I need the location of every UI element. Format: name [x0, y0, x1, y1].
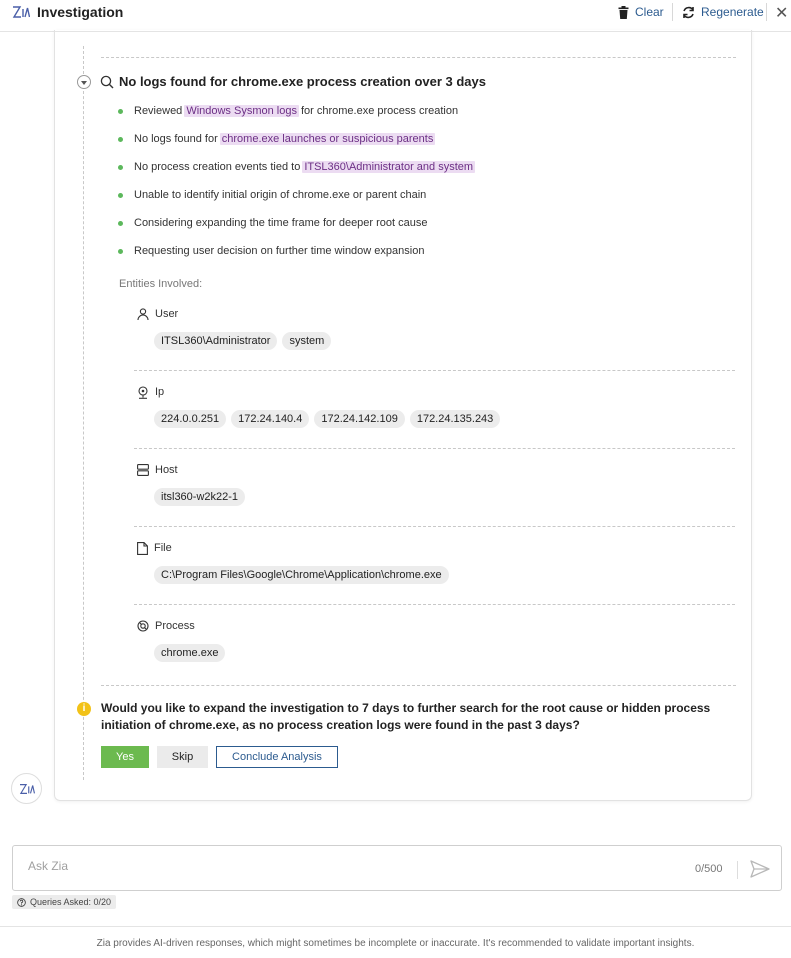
char-counter: 0/500 [695, 863, 723, 875]
entity-chip[interactable]: ITSL360\Administrator [154, 332, 277, 350]
bullet-text: for chrome.exe process creation [300, 105, 459, 117]
send-icon[interactable] [750, 860, 770, 878]
entity-group-process [137, 618, 230, 662]
conclude-analysis-button[interactable]: Conclude Analysis [216, 746, 338, 768]
entity-group-file [137, 540, 454, 584]
entity-divider [134, 448, 735, 449]
clear-label: Clear [635, 5, 664, 19]
list-item [118, 185, 477, 213]
entity-chip[interactable]: 172.24.135.243 [410, 410, 500, 428]
zia-logo-icon [18, 782, 36, 796]
queries-label: Queries Asked: 0/20 [30, 897, 112, 907]
entity-group-ip [137, 384, 505, 428]
server-icon [137, 464, 149, 476]
info-icon: i [77, 702, 91, 716]
regenerate-button[interactable] [682, 5, 764, 19]
close-icon[interactable]: ✕ [775, 5, 789, 22]
list-item [118, 101, 477, 129]
question-circle-icon [17, 898, 26, 907]
search-icon [100, 75, 114, 89]
list-item [118, 129, 477, 157]
step-heading: No logs found for chrome.exe process creation over 3 days [119, 74, 486, 89]
highlighted-term: ITSL360\Administrator and system [304, 161, 474, 173]
refresh-icon [682, 6, 695, 19]
bullet-text: No process creation events tied to [134, 161, 301, 173]
clear-button[interactable] [618, 5, 664, 19]
file-icon [137, 542, 148, 555]
page-title: Investigation [37, 4, 124, 20]
ask-input-box [12, 845, 782, 891]
header-bar [0, 0, 791, 32]
bullet-text: Requesting user decision on further time window expansion [134, 245, 425, 257]
entities-label: Entities Involved: [119, 278, 203, 290]
footer [0, 926, 791, 958]
step-divider [101, 57, 736, 58]
disclaimer-text: Zia provides AI-driven responses, which might sometimes be incomplete or inaccurate. It's recommended to validate important insights. [96, 938, 695, 949]
entity-type-label: Host [155, 464, 178, 476]
yes-button[interactable]: Yes [101, 746, 149, 768]
regenerate-label: Regenerate [701, 5, 764, 19]
entity-divider [134, 526, 735, 527]
entity-chip[interactable]: system [282, 332, 331, 350]
entity-chip[interactable]: 224.0.0.251 [154, 410, 226, 428]
bullet-text: Unable to identify initial origin of chrome.exe or parent chain [134, 189, 427, 201]
bullet-text: No logs found for [134, 133, 218, 145]
bullet-text: Reviewed [134, 105, 183, 117]
entity-type-label: User [155, 308, 179, 320]
followup-question: Would you like to expand the investigation to 7 days to further search for the root cause or hidden process initiation of chrome.exe, as no process creation logs were found in the past 3 days? [101, 701, 711, 732]
header-divider [672, 3, 673, 21]
zia-logo-icon [12, 4, 30, 20]
entity-group-user [137, 306, 336, 350]
highlighted-term: Windows Sysmon logs [186, 105, 297, 117]
trash-icon [618, 6, 629, 19]
collapse-toggle-icon[interactable] [77, 75, 91, 89]
list-item [118, 157, 477, 185]
entity-type-label: Process [155, 620, 195, 632]
highlighted-term: chrome.exe launches or suspicious parents [221, 133, 434, 145]
ask-input[interactable] [28, 859, 668, 873]
entity-divider [134, 370, 735, 371]
entity-chip[interactable]: 172.24.140.4 [231, 410, 309, 428]
avatar [11, 773, 42, 804]
process-icon [137, 620, 149, 632]
user-icon [137, 308, 149, 320]
timeline-line [83, 46, 84, 780]
entity-type-label: Ip [155, 386, 165, 398]
entity-chip[interactable]: 172.24.142.109 [314, 410, 404, 428]
skip-button[interactable]: Skip [157, 746, 208, 768]
input-divider [737, 861, 738, 879]
step-divider [101, 685, 736, 686]
entity-chip[interactable]: itsl360-w2k22-1 [154, 488, 245, 506]
entity-type-label: File [154, 542, 172, 554]
header-divider [766, 3, 767, 21]
list-item [118, 241, 477, 269]
location-pin-icon [137, 386, 149, 399]
queries-badge [12, 895, 116, 909]
list-item [118, 213, 477, 241]
findings-list [118, 101, 477, 269]
bullet-text: Considering expanding the time frame for deeper root cause [134, 217, 428, 229]
entity-group-host [137, 462, 250, 506]
entity-chip[interactable]: chrome.exe [154, 644, 225, 662]
entity-chip[interactable]: C:\Program Files\Google\Chrome\Application\chrome.exe [154, 566, 449, 584]
entity-divider [134, 604, 735, 605]
